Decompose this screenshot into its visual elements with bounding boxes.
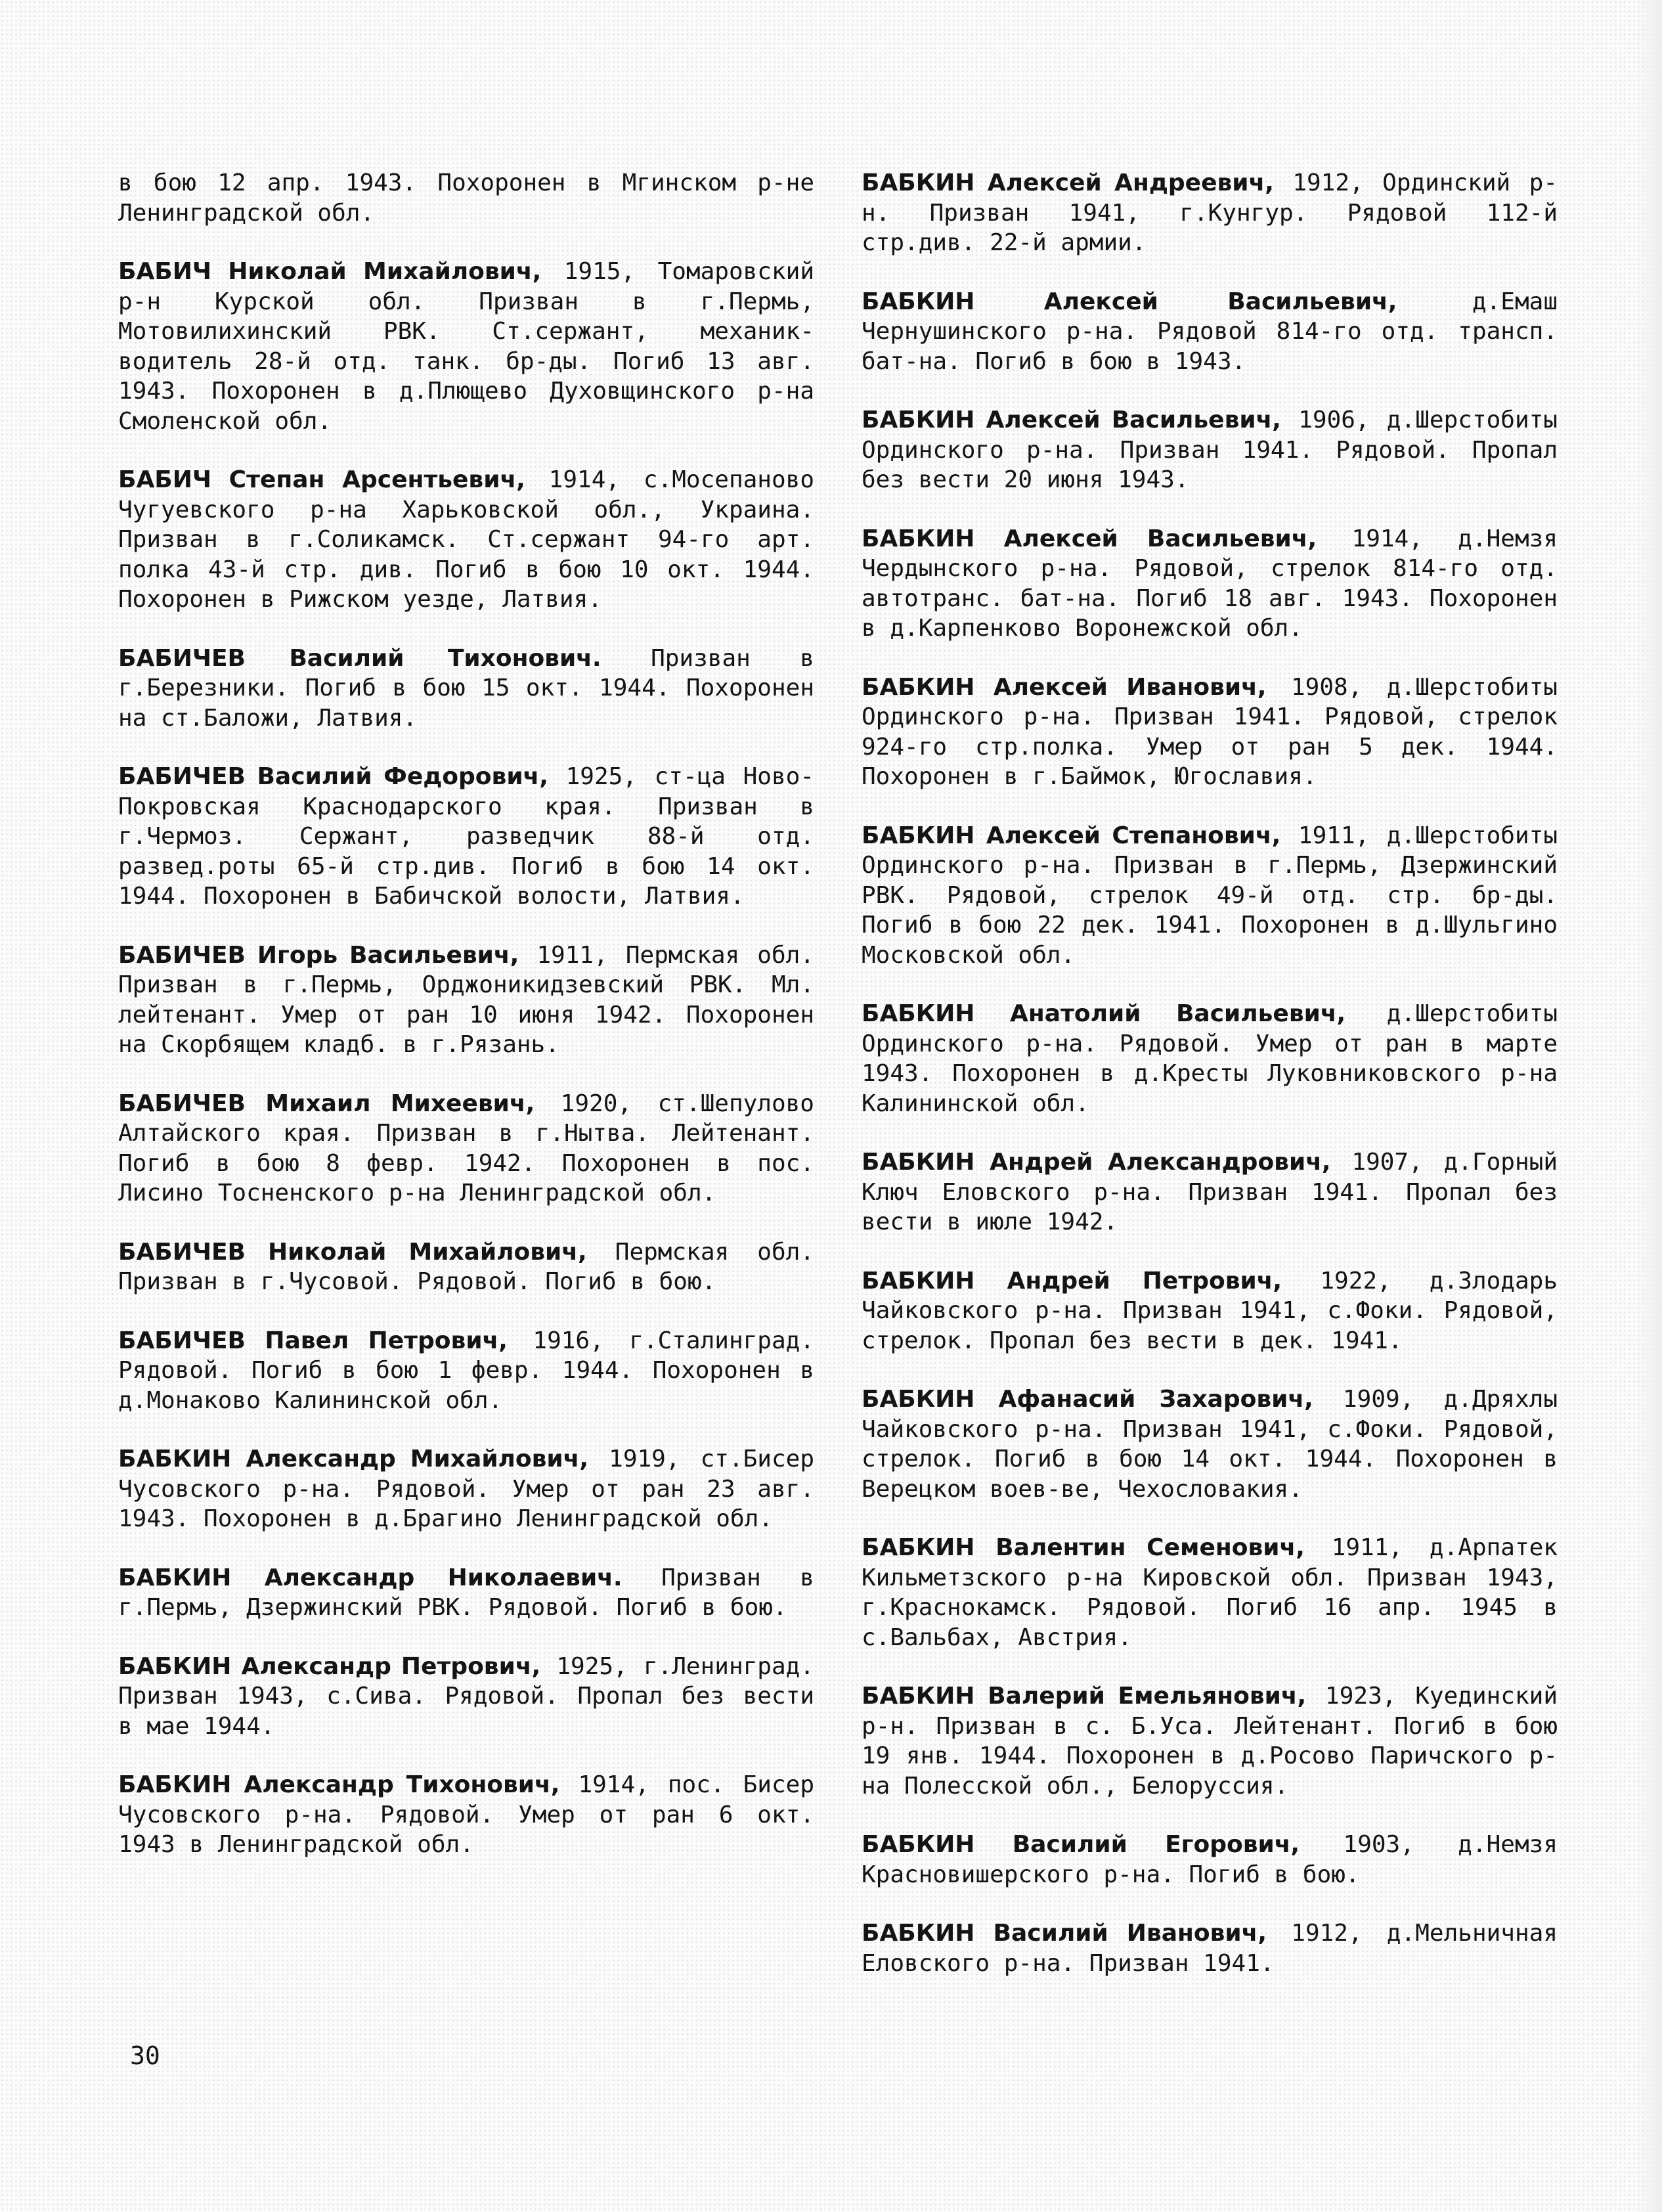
entry-text: 1915, Томаровский р-н Курской обл. Призван в г.Пермь, Мотовилихинский РВК. Ст.сержант, механик-водитель 28-й отд. танк. бр-ды. Погиб 13 авг. 1943. Похоронен в д.Плющево Духовщинского р-на Смоленской обл. — [118, 258, 814, 435]
right-column — [862, 168, 1558, 2007]
entry-name: БАБКИН Андрей Петрович, — [862, 1267, 1282, 1294]
page-number: 30 — [130, 2041, 160, 2070]
entry — [118, 940, 814, 1060]
entry-name: БАБКИН Александр Михайлович, — [118, 1446, 589, 1472]
entry — [118, 1089, 814, 1208]
entry-text: 1925, ст-ца Ново-Покровская Краснодарского края. Призван в г.Чермоз. Сержант, разведчик 88-й отд. развед.роты 65-й стр.див. Погиб в бою 14 окт. 1944. Похоронен в Бабичской волости, Латвия. — [118, 763, 814, 910]
entry-text: 1911, Пермская обл. Призван в г.Пермь, Орджоникидзевский РВК. Мл. лейтенант. Умер от ран 10 июня 1942. Похоронен на Скорбящем кладб. в г.Рязань. — [118, 941, 814, 1058]
entry-text: 1907, д.Горный Ключ Еловского р-на. Призван 1941. Пропал без вести в июле 1942. — [862, 1149, 1558, 1235]
entry-text: 1914, д.Немзя Чердынского р-на. Рядовой, стрелок 814-го отд. автотранс. бат-на. Погиб 18 авг. 1943. Похоронен в д.Карпенково Воронежской обл. — [862, 525, 1558, 642]
entry-name: БАБКИН Валерий Емельянович, — [862, 1683, 1307, 1710]
entry — [118, 465, 814, 615]
entry — [862, 673, 1558, 792]
entry — [118, 762, 814, 912]
entry-name: БАБКИН Алексей Степанович, — [862, 822, 1281, 849]
entry-text: 1912, Ординский р-н. Призван 1941, г.Кунгур. Рядовой 112-й стр.див. 22-й армии. — [862, 169, 1558, 256]
entry — [118, 1444, 814, 1534]
entry — [862, 168, 1558, 258]
entry-name: БАБКИН Александр Петрович, — [118, 1652, 541, 1680]
entry-name: БАБКИН Алексей Васильевич, — [862, 525, 1317, 552]
left-column — [118, 168, 814, 1889]
entry — [862, 1918, 1558, 1978]
entry-name: БАБКИН Анатолий Васильевич, — [862, 1000, 1346, 1027]
entry-text: д.Емаш Чернушинского р-на. Рядовой 814-го отд. трансп. бат-на. Погиб в бою в 1943. — [862, 288, 1558, 375]
entry-name: БАБИЧ Николай Михайлович, — [118, 258, 542, 285]
entry — [118, 644, 814, 734]
entry-text: 1925, г.Ленинград. Призван 1943, с.Сива. Рядовой. Пропал без вести в мае 1944. — [118, 1652, 814, 1740]
entry-name: БАБКИН Андрей Александрович, — [862, 1149, 1331, 1176]
entry-text: 1909, д.Дряхлы Чайковского р-на. Призван 1941, с.Фоки. Рядовой, стрелок. Погиб в бою 14 окт. 1944. Похоронен в Верецком воев-ве, Чехословакия. — [862, 1386, 1558, 1503]
entry — [862, 1533, 1558, 1652]
entry-name: БАБКИН Василий Иванович, — [862, 1920, 1267, 1947]
entry — [862, 1266, 1558, 1356]
entry-text: 1911, д.Шерстобиты Ординского р-на. Призван в г.Пермь, Дзержинский РВК. Рядовой, стрелок 49-й отд. стр. бр-ды. Погиб в бою 22 дек. 1941. Похоронен в д.Шульгино Московской обл. — [862, 822, 1558, 969]
entry — [118, 1652, 814, 1742]
entry — [862, 1147, 1558, 1237]
entry-name: БАБКИН Алексей Васильевич, — [862, 288, 1397, 315]
entry-text: 1911, д.Арпатек Кильметзского р-на Кировской обл. Призван 1943, г.Краснокамск. Рядовой. Погиб 16 апр. 1945 в с.Вальбах, Австрия. — [862, 1534, 1558, 1651]
entry — [862, 1681, 1558, 1801]
entry — [118, 1563, 814, 1623]
entry-name: БАБКИН Афанасий Захарович, — [862, 1386, 1313, 1413]
entry-text: 1908, д.Шерстобиты Ординского р-на. Призван 1941. Рядовой, стрелок 924-го стр.полка. Умер от ран 5 дек. 1944. Похоронен в г.Баймок, Югославия. — [862, 673, 1558, 790]
entry-text: 1903, д.Немзя Красновишерского р-на. Погиб в бою. — [862, 1831, 1558, 1888]
entry-text: 1914, пос. Бисер Чусовского р-на. Рядовой. Умер от ран 6 окт. 1943 в Ленинградской обл. — [118, 1771, 814, 1858]
entry — [118, 168, 814, 228]
entry-name: БАБИЧЕВ Николай Михайлович, — [118, 1238, 587, 1266]
entry-name: БАБКИН Алексей Андреевич, — [862, 169, 1274, 196]
entry-text: 1923, Куединский р-н. Призван в с. Б.Уса. Лейтенант. Погиб в бою 19 янв. 1944. Похоронен в д.Росово Паричского р-на Полесской обл., Белоруссия. — [862, 1683, 1558, 1800]
entry — [118, 1326, 814, 1416]
entry — [862, 999, 1558, 1118]
entry-text: 1906, д.Шерстобиты Ординского р-на. Призван 1941. Рядовой. Пропал без вести 20 июня 1943. — [862, 407, 1558, 493]
entry — [118, 257, 814, 436]
entry — [862, 287, 1558, 377]
entry-text: 1914, с.Мосепаново Чугуевского р-на Харьковской обл., Украина. Призван в г.Соликамск. Ст.сержант 94-го арт. полка 43-й стр. див. Погиб в бою 10 окт. 1944. Похоронен в Рижском уезде, Латвия. — [118, 466, 814, 613]
entry-name: БАБКИН Василий Егорович, — [862, 1831, 1300, 1858]
entry-text: Призван в г.Березники. Погиб в бою 15 окт. 1944. Похоронен на ст.Баложи, Латвия. — [118, 644, 814, 732]
entry-name: БАБИЧЕВ Павел Петрович, — [118, 1327, 508, 1354]
entry-name: БАБИЧЕВ Василий Тихонович. — [118, 644, 601, 672]
entry-text: 1916, г.Сталинград. Рядовой. Погиб в бою 1 февр. 1944. Похоронен в д.Монаково Калининской обл. — [118, 1327, 814, 1414]
entry — [118, 1237, 814, 1297]
entry-name: БАБИЧЕВ Михаил Михеевич, — [118, 1090, 535, 1117]
entry-text: 1912, д.Мельничная Еловского р-на. Призван 1941. — [862, 1920, 1558, 1977]
entry — [862, 821, 1558, 971]
entry-name: БАБКИН Алексей Васильевич, — [862, 407, 1281, 433]
entry-text: Призван в г.Пермь, Дзержинский РВК. Рядовой. Погиб в бою. — [118, 1564, 814, 1621]
entry-name: БАБИЧЕВ Василий Федорович, — [118, 763, 548, 790]
entry — [862, 405, 1558, 495]
scan-edge-shadow — [1636, 0, 1662, 2212]
entry-name: БАБКИН Александр Николаевич. — [118, 1564, 623, 1591]
entry-name: БАБИЧЕВ Игорь Васильевич, — [118, 941, 519, 969]
entry-name: БАБИЧ Степан Арсентьевич, — [118, 466, 525, 493]
entry-name: БАБКИН Валентин Семенович, — [862, 1534, 1305, 1561]
entry — [862, 1384, 1558, 1504]
entry-name: БАБКИН Алексей Иванович, — [862, 673, 1267, 701]
entry-text: 1922, д.Злодарь Чайковского р-на. Призван 1941, с.Фоки. Рядовой, стрелок. Пропал без вести в дек. 1941. — [862, 1267, 1558, 1354]
entry — [862, 1830, 1558, 1890]
entry-text: д.Шерстобиты Ординского р-на. Рядовой. Умер от ран в марте 1943. Похоронен в д.Кресты Луковниковского р-на Калининской обл. — [862, 1000, 1558, 1117]
entry-text: 1920, ст.Шепулово Алтайского края. Призван в г.Нытва. Лейтенант. Погиб в бою 8 февр. 1942. Похоронен в пос. Лисино Тосненского р-на Ленинградской обл. — [118, 1090, 814, 1206]
entry-text: 1919, ст.Бисер Чусовского р-на. Рядовой. Умер от ран 23 авг. 1943. Похоронен в д.Брагино Ленинградской обл. — [118, 1446, 814, 1532]
entry — [862, 524, 1558, 644]
entry-name: БАБКИН Александр Тихонович, — [118, 1771, 560, 1798]
entry-text: Пермская обл. Призван в г.Чусовой. Рядовой. Погиб в бою. — [118, 1238, 814, 1295]
entry — [118, 1770, 814, 1860]
entry-text: в бою 12 апр. 1943. Похоронен в Мгинском р-не Ленинградской обл. — [118, 169, 814, 227]
